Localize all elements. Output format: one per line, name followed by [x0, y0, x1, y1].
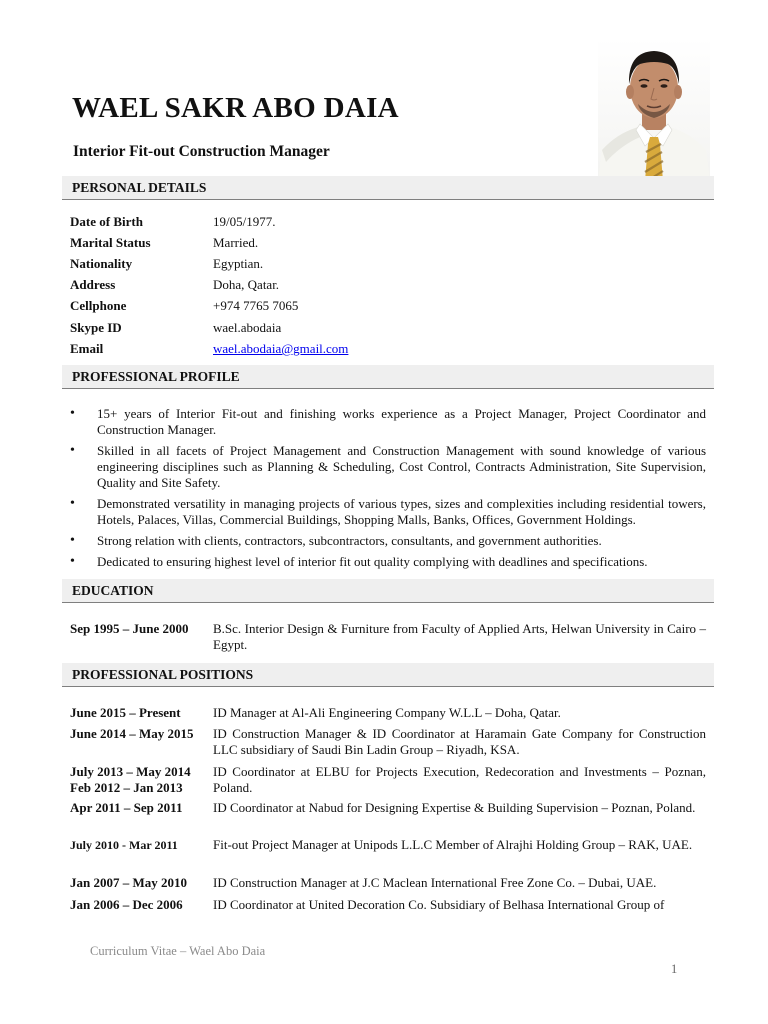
position-text: ID Manager at Al-Ali Engineering Company W.L.L – Doha, Qatar.: [213, 705, 561, 720]
field-label: Nationality: [70, 256, 133, 271]
field-value: 19/05/1977.: [213, 214, 276, 229]
date-range: Jan 2006 – Dec 2006: [70, 897, 183, 912]
position-text: ID Coordinator at ELBU for Projects Execution, Redecoration and Investments – Poznan, Poland.: [213, 764, 706, 795]
section-title: PERSONAL DETAILS: [72, 180, 207, 195]
date-range: June 2014 – May 2015: [70, 726, 194, 741]
education-text: B.Sc. Interior Design & Furniture from Faculty of Applied Arts, Helwan University in Cairo – Egypt.: [213, 621, 706, 652]
date-range: Feb 2012 – Jan 2013: [70, 780, 183, 795]
position-row: [70, 800, 706, 816]
position-row: [70, 705, 706, 721]
field-value: +974 7765 7065: [213, 298, 299, 313]
position-row: [70, 837, 706, 853]
email-link[interactable]: wael.abodaia@gmail.com: [213, 341, 349, 356]
position-text: ID Coordinator at United Decoration Co. Subsidiary of Belhasa International Group of: [213, 897, 665, 912]
field-label: Address: [70, 277, 116, 292]
education-row: [70, 621, 706, 653]
list-item: • Demonstrated versatility in managing projects of various types, sizes and complexities including residential towers, Hotels, Palaces, Villas, Commercial Buildings, Shopping Malls, Banks, Offices, Government Holdings.: [70, 496, 706, 528]
field-label: Cellphone: [70, 298, 127, 313]
date-range: July 2013 – May 2014: [70, 764, 191, 779]
date-range: June 2015 – Present: [70, 705, 181, 720]
section-title: EDUCATION: [72, 583, 154, 598]
cv-job-title: Interior Fit-out Construction Manager: [73, 143, 330, 160]
section-header-professional-profile: [62, 365, 714, 389]
section-header-personal-details: [62, 176, 714, 200]
field-label: Date of Birth: [70, 214, 143, 229]
profile-photo: [598, 38, 710, 181]
date-range: Apr 2011 – Sep 2011: [70, 800, 183, 815]
section-title: PROFESSIONAL POSITIONS: [72, 667, 254, 682]
field-label: Marital Status: [70, 235, 151, 250]
profile-list: [70, 406, 706, 575]
list-item: • Strong relation with clients, contractors, subcontractors, consultants, and government authorities.: [70, 533, 706, 549]
date-range: July 2010 - Mar 2011: [70, 838, 178, 852]
position-row: [70, 897, 706, 913]
field-value: Married.: [213, 235, 259, 250]
page-footer: Curriculum Vitae – Wael Abo Daia: [90, 944, 266, 958]
position-row: [70, 726, 706, 758]
position-text: ID Construction Manager at J.C Maclean International Free Zone Co. – Dubai, UAE.: [213, 875, 657, 890]
field-value: Egyptian.: [213, 256, 264, 271]
page-number: 1: [671, 962, 678, 976]
position-text: ID Coordinator at Nabud for Designing Expertise & Building Supervision – Poznan, Poland.: [213, 800, 696, 815]
list-item: • 15+ years of Interior Fit-out and finishing works experience as a Project Manager, Project Coordinator and Construction Manager.: [70, 406, 706, 438]
date-range: Jan 2007 – May 2010: [70, 875, 187, 890]
cv-name: WAEL SAKR ABO DAIA: [72, 92, 399, 124]
field-value: wael.abodaia: [213, 320, 282, 335]
list-item: • Skilled in all facets of Project Management and Construction Management with sound knowledge of various engineering disciplines such as Planning & Scheduling, Cost Control, Contracts Administration, Site Supervision, Quality and Site Safety.: [70, 443, 706, 491]
list-item: • Dedicated to ensuring highest level of interior fit out quality complying with deadlines and specifications.: [70, 554, 706, 570]
field-label: Email: [70, 341, 104, 356]
position-text: ID Construction Manager & ID Coordinator at Haramain Gate Company for Construction LLC subsidiary of Saudi Bin Ladin Group – Riyadh, KSA.: [213, 726, 706, 757]
position-row: [70, 764, 706, 796]
field-label: Skype ID: [70, 320, 122, 335]
position-row: [70, 875, 706, 891]
section-header-professional-positions: [62, 663, 714, 687]
position-text: Fit-out Project Manager at Unipods L.L.C Member of Alrajhi Holding Group – RAK, UAE.: [213, 837, 693, 852]
date-range: Sep 1995 – June 2000: [70, 621, 189, 636]
section-header-education: [62, 579, 714, 603]
section-title: PROFESSIONAL PROFILE: [72, 369, 240, 384]
field-value: Doha, Qatar.: [213, 277, 280, 292]
